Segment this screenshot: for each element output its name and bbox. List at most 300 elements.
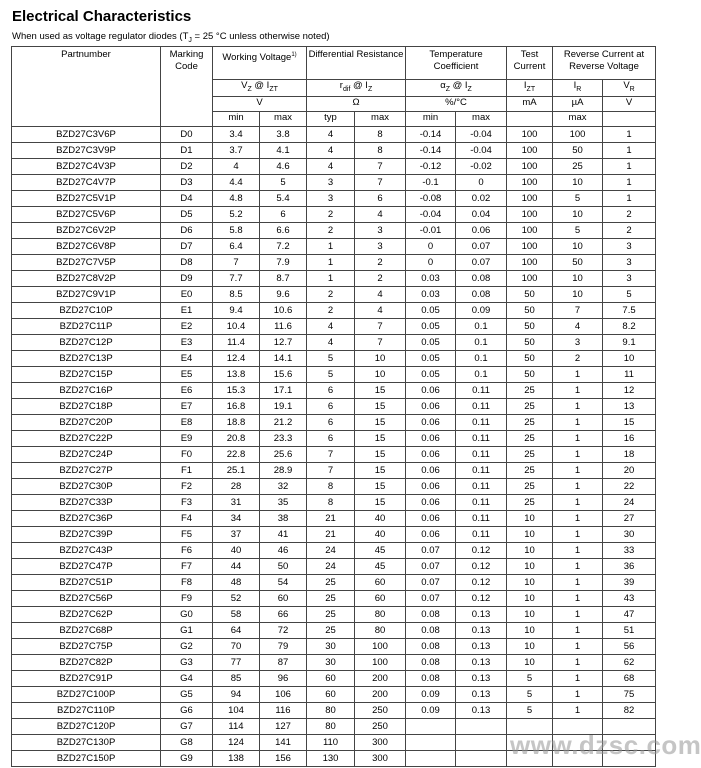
table-cell: 0 [406, 238, 456, 254]
table-cell: 0.12 [456, 574, 507, 590]
table-cell: BZD27C13P [12, 350, 161, 366]
table-cell: 3.7 [213, 142, 260, 158]
table-cell: 1 [553, 542, 603, 558]
table-cell: 0.07 [406, 542, 456, 558]
table-cell: 21 [307, 526, 355, 542]
table-cell: 30 [603, 526, 656, 542]
sub-header-max: max [456, 111, 507, 126]
table-cell: 25 [507, 478, 553, 494]
table-cell: 12.4 [213, 350, 260, 366]
table-cell: 4 [355, 302, 406, 318]
table-cell: 43 [603, 590, 656, 606]
table-cell: 200 [355, 670, 406, 686]
symbol-vz-izt: $V_Z$ @ $I_{ZT}$ [213, 80, 307, 97]
table-cell: 77 [213, 654, 260, 670]
table-row [12, 238, 656, 254]
table-cell: 4 [307, 126, 355, 142]
table-cell: -0.02 [456, 158, 507, 174]
table-cell: 300 [355, 750, 406, 766]
table-cell: 106 [260, 686, 307, 702]
table-cell: 11 [603, 366, 656, 382]
table-cell: 6 [260, 206, 307, 222]
table-cell: BZD27C4V7P [12, 174, 161, 190]
table-cell: G9 [161, 750, 213, 766]
table-cell: BZD27C91P [12, 670, 161, 686]
table-cell: 20.8 [213, 430, 260, 446]
table-cell: 14.1 [260, 350, 307, 366]
table-cell: 70 [213, 638, 260, 654]
table-cell: 8.7 [260, 270, 307, 286]
table-cell: 18 [603, 446, 656, 462]
table-cell: 5 [553, 190, 603, 206]
table-body [12, 126, 656, 766]
table-cell: -0.08 [406, 190, 456, 206]
table-cell: 1 [553, 670, 603, 686]
table-cell: 0.11 [456, 398, 507, 414]
table-row [12, 670, 656, 686]
table-cell: 100 [507, 142, 553, 158]
table-cell: 6 [307, 398, 355, 414]
table-cell: F7 [161, 558, 213, 574]
table-cell: 10 [355, 366, 406, 382]
table-cell: 40 [355, 510, 406, 526]
table-cell: 0.03 [406, 270, 456, 286]
table-cell: 5 [507, 702, 553, 718]
table-cell: 10.6 [260, 302, 307, 318]
table-cell: 25 [307, 590, 355, 606]
table-cell: 7 [355, 334, 406, 350]
table-cell: E2 [161, 318, 213, 334]
table-row [12, 622, 656, 638]
table-cell: 25 [507, 446, 553, 462]
table-cell: D8 [161, 254, 213, 270]
table-cell: E3 [161, 334, 213, 350]
table-cell: D6 [161, 222, 213, 238]
table-row [12, 542, 656, 558]
table-cell: 21 [307, 510, 355, 526]
table-cell: G1 [161, 622, 213, 638]
table-cell: 25 [307, 622, 355, 638]
table-cell: 2 [307, 302, 355, 318]
table-cell: BZD27C33P [12, 494, 161, 510]
table-cell: 13.8 [213, 366, 260, 382]
table-cell: BZD27C9V1P [12, 286, 161, 302]
table-cell: 80 [307, 702, 355, 718]
table-cell: 1 [553, 654, 603, 670]
table-cell: 10 [507, 590, 553, 606]
table-cell: 10 [603, 350, 656, 366]
table-cell: 0.06 [406, 382, 456, 398]
table-cell: 15 [355, 414, 406, 430]
table-cell: 1 [553, 526, 603, 542]
table-row [12, 254, 656, 270]
table-cell: 80 [355, 622, 406, 638]
table-cell: 87 [260, 654, 307, 670]
table-cell: 6 [307, 382, 355, 398]
table-cell: D3 [161, 174, 213, 190]
table-cell: 5 [507, 686, 553, 702]
table-cell: BZD27C5V1P [12, 190, 161, 206]
table-cell: 10.4 [213, 318, 260, 334]
table-cell: BZD27C3V6P [12, 126, 161, 142]
table-cell: 1 [553, 430, 603, 446]
table-cell: G5 [161, 686, 213, 702]
table-cell: 50 [553, 254, 603, 270]
table-cell: E9 [161, 430, 213, 446]
table-cell: 0 [406, 254, 456, 270]
table-cell: 6 [307, 414, 355, 430]
table-cell: 1 [307, 254, 355, 270]
table-cell: BZD27C27P [12, 462, 161, 478]
table-cell: 0.07 [456, 238, 507, 254]
table-cell: 32 [260, 478, 307, 494]
table-cell: 40 [355, 526, 406, 542]
table-cell: 66 [260, 606, 307, 622]
table-cell: 0.09 [406, 702, 456, 718]
table-cell: 7 [355, 158, 406, 174]
table-cell: 8 [307, 494, 355, 510]
table-cell: 28 [213, 478, 260, 494]
sub-header-empty [507, 111, 553, 126]
table-cell: 0.06 [406, 398, 456, 414]
table-cell: 1 [553, 702, 603, 718]
table-cell: 85 [213, 670, 260, 686]
table-cell: 37 [213, 526, 260, 542]
table-row [12, 222, 656, 238]
table-cell: 25 [507, 430, 553, 446]
table-cell: BZD27C30P [12, 478, 161, 494]
table-cell: E4 [161, 350, 213, 366]
table-cell: G2 [161, 638, 213, 654]
table-cell: 15.3 [213, 382, 260, 398]
table-cell: 250 [355, 702, 406, 718]
table-cell: 23.3 [260, 430, 307, 446]
table-cell: 8 [355, 142, 406, 158]
table-cell: 10 [553, 206, 603, 222]
table-cell: 47 [603, 606, 656, 622]
table-cell: 6 [355, 190, 406, 206]
table-cell: 0.09 [456, 302, 507, 318]
table-cell: 15 [355, 478, 406, 494]
table-cell: 4 [355, 286, 406, 302]
table-cell: 0.12 [456, 558, 507, 574]
table-cell: 3.8 [260, 126, 307, 142]
table-cell: D5 [161, 206, 213, 222]
table-cell: 5 [307, 366, 355, 382]
table-cell: 2 [603, 206, 656, 222]
table-cell: 7.5 [603, 302, 656, 318]
table-cell: 1 [603, 190, 656, 206]
table-cell: 1 [553, 382, 603, 398]
table-cell: 0.1 [456, 318, 507, 334]
table-cell: 1 [553, 622, 603, 638]
table-cell: 1 [307, 238, 355, 254]
table-cell: 6 [307, 430, 355, 446]
table-cell: BZD27C24P [12, 446, 161, 462]
table-cell: D4 [161, 190, 213, 206]
table-cell: -0.14 [406, 126, 456, 142]
table-cell: F2 [161, 478, 213, 494]
table-cell [456, 750, 507, 766]
table-cell: BZD27C10P [12, 302, 161, 318]
table-row [12, 606, 656, 622]
table-cell: 13 [603, 398, 656, 414]
table-cell: 60 [355, 574, 406, 590]
table-cell: 0.11 [456, 382, 507, 398]
table-cell: 50 [507, 302, 553, 318]
table-cell: G7 [161, 718, 213, 734]
table-cell: -0.04 [406, 206, 456, 222]
table-cell: 100 [507, 238, 553, 254]
table-cell: 0.03 [406, 286, 456, 302]
table-cell: 0.02 [456, 190, 507, 206]
table-row [12, 270, 656, 286]
table-cell: 0.13 [456, 606, 507, 622]
table-cell: 114 [213, 718, 260, 734]
table-row [12, 174, 656, 190]
table-cell: 0.04 [456, 206, 507, 222]
table-cell: 3 [307, 174, 355, 190]
table-cell: BZD27C62P [12, 606, 161, 622]
table-cell: 0.13 [456, 622, 507, 638]
table-cell: 3 [603, 270, 656, 286]
header-differential-resistance: Differential Resistance [307, 47, 406, 80]
table-cell: 10 [507, 542, 553, 558]
table-cell: 15 [355, 494, 406, 510]
table-cell: 4 [307, 318, 355, 334]
table-cell: 0.05 [406, 366, 456, 382]
table-cell: 15 [355, 398, 406, 414]
table-cell: G0 [161, 606, 213, 622]
table-cell: 80 [355, 606, 406, 622]
table-cell: 72 [260, 622, 307, 638]
table-cell: 300 [355, 734, 406, 750]
table-row [12, 494, 656, 510]
table-cell: BZD27C7V5P [12, 254, 161, 270]
table-cell [406, 718, 456, 734]
table-cell: 1 [553, 606, 603, 622]
table-cell: 0.1 [456, 366, 507, 382]
table-cell: 5.8 [213, 222, 260, 238]
table-cell: 25.1 [213, 462, 260, 478]
table-cell: 100 [553, 126, 603, 142]
table-cell: 50 [507, 318, 553, 334]
table-cell: BZD27C5V6P [12, 206, 161, 222]
table-cell: 0.13 [456, 670, 507, 686]
table-cell: 10 [507, 654, 553, 670]
table-cell: 0.11 [456, 494, 507, 510]
table-cell: 4.8 [213, 190, 260, 206]
table-cell: 0.05 [406, 302, 456, 318]
table-cell: 2 [307, 206, 355, 222]
table-cell: 2 [307, 222, 355, 238]
table-cell: BZD27C110P [12, 702, 161, 718]
table-cell: 82 [603, 702, 656, 718]
table-cell: F5 [161, 526, 213, 542]
table-cell: D1 [161, 142, 213, 158]
table-cell: 4 [307, 142, 355, 158]
table-cell: BZD27C39P [12, 526, 161, 542]
table-cell: 0.05 [406, 350, 456, 366]
table-cell: 12.7 [260, 334, 307, 350]
table-cell: 0.06 [406, 414, 456, 430]
header-reverse-current: Reverse Current at Reverse Voltage [553, 47, 656, 80]
table-cell: 50 [507, 366, 553, 382]
table-cell: 38 [260, 510, 307, 526]
table-cell: 35 [260, 494, 307, 510]
table-cell: 5.2 [213, 206, 260, 222]
table-cell: 5.4 [260, 190, 307, 206]
table-row [12, 462, 656, 478]
table-cell: 0.08 [406, 622, 456, 638]
table-row [12, 334, 656, 350]
table-cell: 45 [355, 558, 406, 574]
table-cell: F4 [161, 510, 213, 526]
table-cell: 9.4 [213, 302, 260, 318]
watermark: www.dzsc.com [510, 730, 701, 760]
table-cell: 25 [553, 158, 603, 174]
table-cell: 0.08 [406, 638, 456, 654]
table-cell: 24 [603, 494, 656, 510]
table-cell: 41 [260, 526, 307, 542]
table-cell: BZD27C43P [12, 542, 161, 558]
table-cell: 0.08 [406, 654, 456, 670]
table-cell: 0.12 [456, 542, 507, 558]
table-cell: 100 [507, 254, 553, 270]
table-cell: F1 [161, 462, 213, 478]
table-cell: 1 [553, 398, 603, 414]
table-row [12, 126, 656, 142]
table-cell: 1 [553, 574, 603, 590]
table-cell: 0.06 [406, 510, 456, 526]
sub-header-empty [603, 111, 656, 126]
table-cell: 10 [553, 286, 603, 302]
table-cell: 100 [355, 638, 406, 654]
table-cell: 50 [507, 286, 553, 302]
table-cell: 15 [355, 382, 406, 398]
table-cell: 96 [260, 670, 307, 686]
table-cell: G3 [161, 654, 213, 670]
table-cell: 80 [307, 718, 355, 734]
table-cell: BZD27C120P [12, 718, 161, 734]
table-cell: 7 [307, 446, 355, 462]
table-cell: 0.08 [456, 286, 507, 302]
table-cell: 56 [603, 638, 656, 654]
table-cell: 4.1 [260, 142, 307, 158]
unit-volt: V [213, 96, 307, 111]
table-cell: 0.06 [406, 478, 456, 494]
table-cell: 5 [307, 350, 355, 366]
table-cell [406, 734, 456, 750]
table-cell: D0 [161, 126, 213, 142]
page-title: Electrical Characteristics [12, 8, 192, 25]
table-cell: 5 [507, 670, 553, 686]
table-cell: 4.4 [213, 174, 260, 190]
table-cell: 21.2 [260, 414, 307, 430]
electrical-characteristics-table [11, 46, 656, 767]
table-cell: 116 [260, 702, 307, 718]
table-cell [406, 750, 456, 766]
sub-header-min: min [213, 111, 260, 126]
table-cell: 0.07 [406, 590, 456, 606]
table-cell: 0.05 [406, 318, 456, 334]
table-cell: 16 [603, 430, 656, 446]
table-cell: 36 [603, 558, 656, 574]
table-cell: 75 [603, 686, 656, 702]
table-cell: 30 [307, 638, 355, 654]
table-cell: BZD27C36P [12, 510, 161, 526]
table-cell [456, 718, 507, 734]
table-row [12, 590, 656, 606]
table-cell: 138 [213, 750, 260, 766]
table-cell: 0.11 [456, 526, 507, 542]
table-cell: E1 [161, 302, 213, 318]
table-cell: 1 [553, 686, 603, 702]
table-cell: 156 [260, 750, 307, 766]
symbol-vr: $V_R$ [603, 80, 656, 97]
table-cell: 10 [553, 238, 603, 254]
table-cell: 25 [307, 574, 355, 590]
table-cell: 10 [355, 350, 406, 366]
table-cell: 4.6 [260, 158, 307, 174]
table-cell: 22 [603, 478, 656, 494]
table-cell: 10 [507, 510, 553, 526]
unit-ma: mA [507, 96, 553, 111]
table-cell: -0.14 [406, 142, 456, 158]
table-row [12, 382, 656, 398]
table-cell: 3 [553, 334, 603, 350]
symbol-az-iz: $\alpha_Z$ @ $I_Z$ [406, 80, 507, 97]
table-cell: 3.4 [213, 126, 260, 142]
table-cell: 200 [355, 686, 406, 702]
table-cell: D9 [161, 270, 213, 286]
table-cell: -0.04 [456, 142, 507, 158]
table-cell: 58 [213, 606, 260, 622]
table-cell: 100 [507, 206, 553, 222]
table-cell: 22.8 [213, 446, 260, 462]
table-cell: 0.11 [456, 414, 507, 430]
table-cell: 24 [307, 558, 355, 574]
table-row [12, 574, 656, 590]
unit-v-reverse: V [603, 96, 656, 111]
unit-percent-per-c: %/°C [406, 96, 507, 111]
table-cell: -0.04 [456, 126, 507, 142]
symbol-izt: $I_{ZT}$ [507, 80, 553, 97]
table-cell: 0.11 [456, 446, 507, 462]
table-cell: -0.12 [406, 158, 456, 174]
table-cell: 1 [553, 366, 603, 382]
table-cell: 100 [507, 158, 553, 174]
table-cell: 4 [553, 318, 603, 334]
table-row [12, 398, 656, 414]
table-cell: 10 [507, 558, 553, 574]
table-row [12, 190, 656, 206]
table-cell: 60 [307, 686, 355, 702]
table-cell: 25 [507, 494, 553, 510]
table-cell: G4 [161, 670, 213, 686]
table-cell: 25 [507, 414, 553, 430]
table-cell: 31 [213, 494, 260, 510]
table-cell: 0.13 [456, 638, 507, 654]
table-cell: BZD27C18P [12, 398, 161, 414]
table-cell: 0.06 [406, 494, 456, 510]
table-cell: 250 [355, 718, 406, 734]
table-cell: 141 [260, 734, 307, 750]
table-cell: BZD27C3V9P [12, 142, 161, 158]
table-cell: 0.11 [456, 478, 507, 494]
table-cell: 46 [260, 542, 307, 558]
table-row [12, 446, 656, 462]
